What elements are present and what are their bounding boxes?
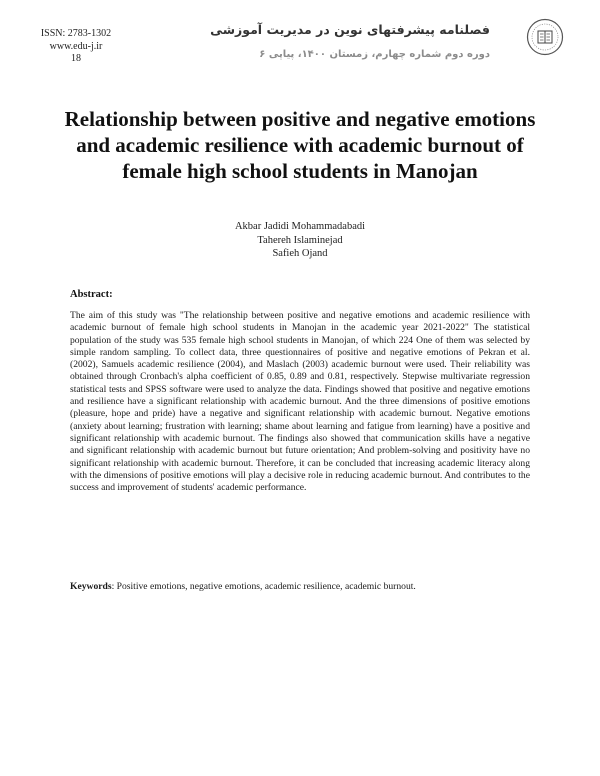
page-number: 18 [71, 53, 81, 64]
journal-title: فصلنامه پیشرفتهای نوین در مدیریت آموزشی [210, 22, 490, 37]
website-link[interactable]: www.edu-j.ir [49, 40, 103, 52]
keywords-line [70, 581, 530, 593]
journal-logo-icon [526, 18, 564, 56]
issn-text: ISSN: 2783-1302 [40, 28, 112, 39]
keywords-text: : Positive emotions, negative emotions, academic resilience, academic burnout. [111, 581, 416, 592]
journal-header [150, 22, 490, 60]
author-name: Akbar Jadidi Mohammadabadi [234, 221, 366, 232]
author-name: Safieh Ojand [272, 248, 328, 259]
keywords-label: Keywords [70, 581, 112, 592]
article-title: Relationship between positive and negative emotions and academic resilience with academic burnout of female high school students in Manojan [64, 107, 536, 183]
abstract-heading: Abstract: [70, 289, 113, 300]
author-name: Tahereh Islaminejad [257, 234, 343, 246]
abstract-body: The aim of this study was "The relationship between positive and negative emotions and academic resilience with academic burnout of female high school students in Manojan in the academic year 2021-2022" The statistical population of the study was 535 female high school students in Manojan, of which 224 One of them was selected by simple random sampling. To collect data, three questionnaires of positive and negative emotions of Pekran et al. (2002), Samuels academic resilience (2004), and Maslach (2003) academic burnout were used. Their reliability was obtained through Cronbach's alpha coefficient of 0.85, 0.89 and 0.81, respectively. Stepwise multivariate regression statistical tests and SPSS software were used to analyze the data. Findings showed that positive and negative emotions and resilience have a significant relationship with academic burnout. And the three dimensions of positive emotions (pleasure, hope and pride) have a negative and significant relationship with academic burnout. Negative emotions (anxiety about learning; frustration with learning; shame about learning and fatigue from learning) have a positive and significant relationship with academic burnout. The findings also showed that communication skills have a negative and significant relationship with academic burnout but future orientation; And problem-solving and positivity have no significant relationship with academic burnout. Therefore, it can be concluded that increasing academic literacy along with the dimensions of positive emotions will play a decisive role in reducing academic burnout. And contributes to the success and improvement of students' academic performance. [70, 310, 530, 494]
author-list [150, 220, 450, 261]
journal-meta [28, 28, 124, 66]
journal-issue: دوره دوم شماره چهارم، زمستان ۱۴۰۰، پیاپی ۶ [259, 49, 490, 60]
